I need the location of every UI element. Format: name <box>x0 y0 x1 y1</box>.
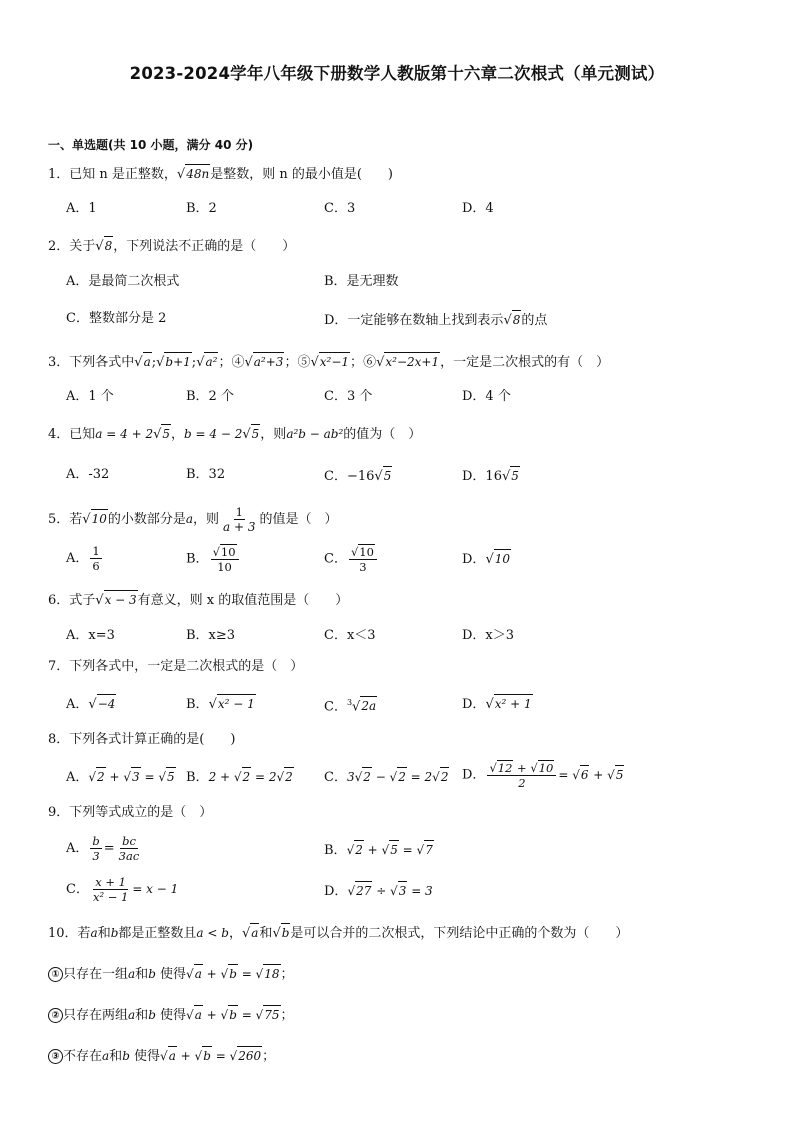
q6-option-d[interactable]: D．x＞3 <box>462 628 515 643</box>
q9-option-c[interactable]: C． $\frac{x + 1}{\text{x² − 1}}$ = x − 1 <box>66 875 179 904</box>
question-7: 7．下列各式中，一定是二次根式的是（ ） <box>48 659 304 674</box>
page-title: 2023-2024学年八年级下册数学人教版第十六章二次根式（单元测试） <box>129 64 665 83</box>
q1-option-d[interactable]: D．4 <box>462 201 494 216</box>
q4-option-a[interactable]: A．-32 <box>66 467 110 482</box>
question-2: 2．关于√8，下列说法不正确的是（ ） <box>48 236 295 256</box>
q5-option-d[interactable]: D．√10 <box>462 549 511 569</box>
q2-option-c[interactable]: C．整数部分是 2 <box>66 311 167 326</box>
q8-option-b[interactable]: B．2 + √2 = 2√2 <box>186 767 294 787</box>
question-4: 4．已知a = 4 + 2√5，b = 4 − 2√5，则a²b − ab²的值为（ ） <box>48 424 421 444</box>
q9-option-b[interactable]: B．√2 + √5 = √7 <box>324 840 434 860</box>
q5-option-c[interactable]: C． $\frac{√10}{3}$ <box>324 544 379 574</box>
q4-option-d[interactable]: D．16√5 <box>462 466 520 486</box>
q5-option-b[interactable]: B． $\frac{√10}{10}$ <box>186 544 241 574</box>
q8-option-a[interactable]: A．√2 + √3 = √5 <box>66 767 176 787</box>
q2-option-b[interactable]: B．是无理数 <box>324 274 399 289</box>
q8-option-c[interactable]: C．3√2 − √2 = 2√2 <box>324 767 449 787</box>
q6-option-c[interactable]: C．x＜3 <box>324 628 376 643</box>
q9-option-a[interactable]: A． $\frac{b}{3}$ = $\frac{bc}{3ac}$ <box>66 834 140 863</box>
question-9: 9．下列等式成立的是（ ） <box>48 805 213 820</box>
q1-option-a[interactable]: A．1 <box>66 201 97 216</box>
q2-option-a[interactable]: A．是最简二次根式 <box>66 274 180 289</box>
q3-option-c[interactable]: C．3 个 <box>324 389 373 404</box>
question-10: 10．若a和b都是正整数且a < b，√a和√b是可以合并的二次根式，下列结论中正确的个数为（ ） <box>48 923 628 943</box>
question-6: 6．式子√x − 3有意义，则 x 的取值范围是（ ） <box>48 590 348 610</box>
q1-option-b[interactable]: B．2 <box>186 201 217 216</box>
question-8: 8．下列各式计算正确的是( ) <box>48 732 236 747</box>
q7-option-d[interactable]: D．√x² + 1 <box>462 694 533 714</box>
q4-option-b[interactable]: B．32 <box>186 467 226 482</box>
q10-statement-3: ③ 不存在a和b 使得√a + √b = √260； <box>48 1046 275 1066</box>
q10-statement-1: ① 只存在一组a和b 使得√a + √b = √18； <box>48 964 294 984</box>
question-1: 1．已知 n 是正整数，√48n是整数，则 n 的最小值是( ) <box>48 164 393 184</box>
question-5: 5．若√10的小数部分是a，则 $\frac{1}{a + 3}$ 的值是（ ） <box>48 505 338 534</box>
q7-option-c[interactable]: C．$^3$√2a <box>324 698 377 715</box>
section-heading: 一、单选题(共 10 小题，满分 40 分) <box>48 138 254 152</box>
q3-option-b[interactable]: B．2 个 <box>186 389 234 404</box>
q7-option-a[interactable]: A．√−4 <box>66 694 116 714</box>
q3-option-d[interactable]: D．4 个 <box>462 389 511 404</box>
question-3: 3．下列各式中√a;√b+1;√a²；④√a²+3；⑤√x²−1；⑥√x²−2x+1，一定是二次根式的有（ ） <box>48 352 609 372</box>
q9-option-d[interactable]: D．√27 ÷ √3 = 3 <box>324 881 433 901</box>
q1-stem: 1．已知 n 是正整数， <box>48 167 177 182</box>
q1-radicand: 48n <box>185 164 210 183</box>
q3-option-a[interactable]: A．1 个 <box>66 389 114 404</box>
q10-statement-2: ② 只存在两组a和b 使得√a + √b = √75； <box>48 1005 294 1025</box>
q8-option-d[interactable]: D． $\frac{√12 + √10}{2}$ = √6 + √5 <box>462 761 624 790</box>
q1-option-c[interactable]: C．3 <box>324 201 356 216</box>
q6-option-b[interactable]: B．x≥3 <box>186 628 236 643</box>
q2-option-d[interactable]: D．一定能够在数轴上找到表示√8的点 <box>324 310 547 330</box>
q5-fraction: $\frac{1}{a + 3}$ <box>223 505 256 534</box>
q4-option-c[interactable]: C．−16√5 <box>324 466 392 486</box>
q7-option-b[interactable]: B．√x² − 1 <box>186 694 256 714</box>
q6-option-a[interactable]: A．x=3 <box>66 628 115 643</box>
q5-option-a[interactable]: A． $\frac{1}{6}$ <box>66 544 100 573</box>
